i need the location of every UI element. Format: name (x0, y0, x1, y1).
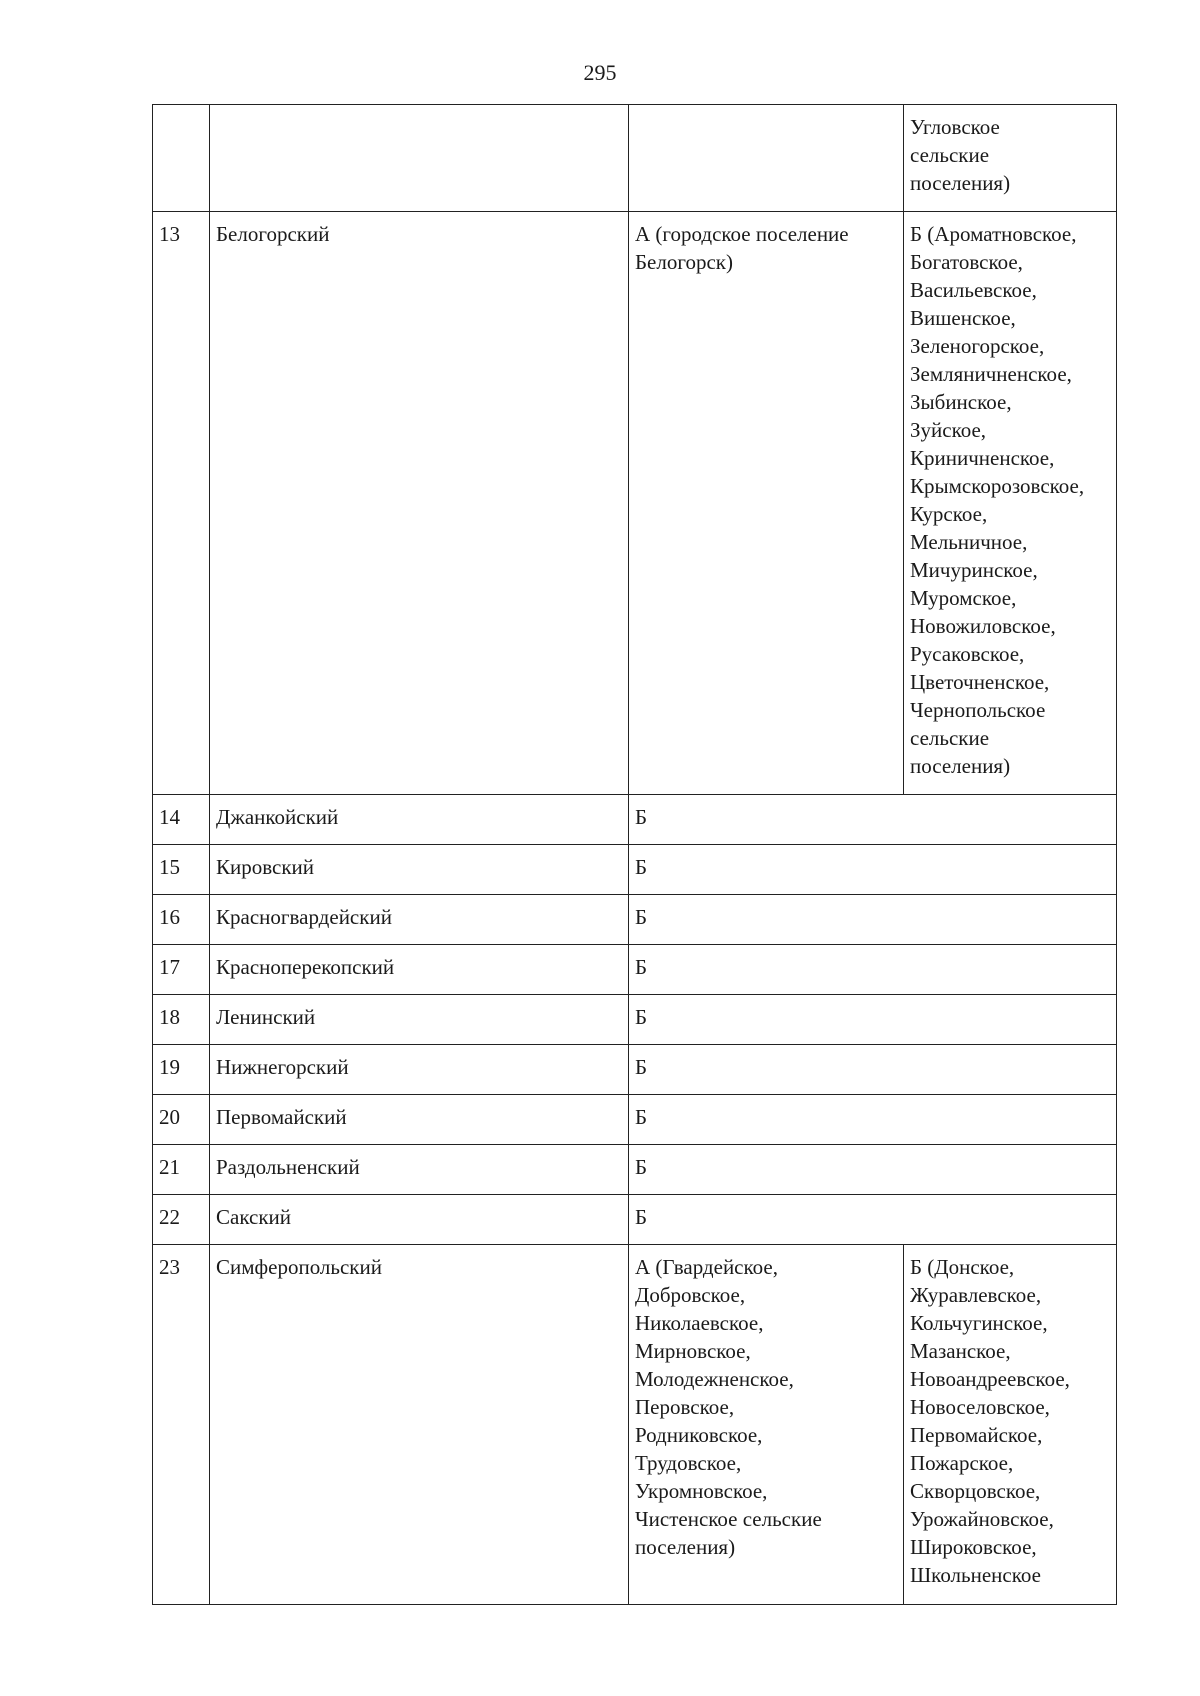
table-row (153, 945, 1117, 995)
cell-line: Скворцовское, (910, 1479, 1041, 1503)
district-name-cell: Джанкойский (210, 795, 629, 845)
cell-line: сельские (910, 726, 990, 750)
category-b-cell (904, 105, 1117, 212)
cell-line: Новоселовское, (910, 1395, 1050, 1419)
cell-line: Новожиловское, (910, 614, 1056, 638)
category-a-cell (629, 105, 904, 212)
cell-line: Зыбинское, (910, 390, 1012, 414)
category-b-lines (910, 1253, 1110, 1589)
table-row (153, 1045, 1117, 1095)
category-value-cell: Б (629, 1195, 1117, 1245)
district-name-cell: Нижнегорский (210, 1045, 629, 1095)
cell-line: Мельничное, (910, 530, 1028, 554)
cell-line: Вишенское, (910, 306, 1016, 330)
cell-line: Новоандреевское, (910, 1367, 1070, 1391)
cell-line: Укромновское, (635, 1479, 768, 1503)
category-value-cell: Б (629, 795, 1117, 845)
table-row (153, 1145, 1117, 1195)
row-number-cell: 15 (153, 845, 210, 895)
district-name-cell: Раздольненский (210, 1145, 629, 1195)
row-number-cell: 13 (153, 212, 210, 795)
table-row (153, 995, 1117, 1045)
category-value-cell: Б (629, 1145, 1117, 1195)
cell-line: поселения) (910, 754, 1011, 778)
table-row (153, 845, 1117, 895)
cell-line: Молодежненское, (635, 1367, 794, 1391)
district-name-cell: Симферопольский (210, 1245, 629, 1605)
cell-line: Богатовское, (910, 250, 1023, 274)
cell-line: А (Гвардейское, (635, 1255, 778, 1279)
cell-line: поселения) (910, 171, 1011, 195)
cell-line: Зеленогорское, (910, 334, 1045, 358)
row-number-cell: 16 (153, 895, 210, 945)
row-number-cell: 17 (153, 945, 210, 995)
cell-line: Цветочненское, (910, 670, 1050, 694)
row-number-cell (153, 105, 210, 212)
cell-line: сельские (910, 143, 990, 167)
row-number-cell: 23 (153, 1245, 210, 1605)
table-row-13 (153, 212, 1117, 795)
cell-line: А (городское поселение (635, 222, 849, 246)
cell-line: Белогорск) (635, 250, 733, 274)
cell-line: Пожарское, (910, 1451, 1014, 1475)
cell-line: Широковское, (910, 1535, 1037, 1559)
row-number-cell: 14 (153, 795, 210, 845)
district-name-cell: Первомайский (210, 1095, 629, 1145)
cell-line: Угловское (910, 115, 1000, 139)
district-name-cell: Красногвардейский (210, 895, 629, 945)
cell-line: Крымскорозовское, (910, 474, 1085, 498)
cell-line: Земляничненское, (910, 362, 1072, 386)
cell-line: Курское, (910, 502, 988, 526)
category-value-cell: Б (629, 995, 1117, 1045)
category-a-lines (635, 1253, 897, 1561)
category-a-cell (629, 1245, 904, 1605)
table-row-23 (153, 1245, 1117, 1605)
district-table (152, 104, 1117, 1605)
cell-line: Б (Ароматновское, (910, 222, 1077, 246)
cell-line: Перовское, (635, 1395, 735, 1419)
category-a-lines (635, 220, 897, 276)
row-number-cell: 21 (153, 1145, 210, 1195)
row-number-cell: 20 (153, 1095, 210, 1145)
table-row-continuation (153, 105, 1117, 212)
category-value-cell: Б (629, 845, 1117, 895)
page-number: 295 (583, 60, 617, 85)
table-row (153, 1095, 1117, 1145)
cell-line: Мирновское, (635, 1339, 751, 1363)
table-row (153, 1195, 1117, 1245)
cell-line: Школьненское (910, 1563, 1041, 1587)
cell-line: Первомайское, (910, 1423, 1043, 1447)
row-number-cell: 19 (153, 1045, 210, 1095)
category-value-cell: Б (629, 1045, 1117, 1095)
district-name-cell: Белогорский (210, 212, 629, 795)
category-b-cell (904, 1245, 1117, 1605)
district-name-cell: Сакский (210, 1195, 629, 1245)
cell-line: Добровское, (635, 1283, 746, 1307)
cell-line: Б (Донское, (910, 1255, 1015, 1279)
category-a-cell (629, 212, 904, 795)
cell-line: Мазанское, (910, 1339, 1011, 1363)
cell-line: Мичуринское, (910, 558, 1038, 582)
district-name-cell (210, 105, 629, 212)
table-row (153, 795, 1117, 845)
table-row (153, 895, 1117, 945)
category-value-cell: Б (629, 895, 1117, 945)
cell-line: Трудовское, (635, 1451, 742, 1475)
category-b-cell (904, 212, 1117, 795)
category-b-lines (910, 220, 1110, 780)
simple-rows (153, 795, 1117, 1245)
row-number-cell: 22 (153, 1195, 210, 1245)
cell-line: Журавлевское, (910, 1283, 1042, 1307)
category-b-lines (910, 113, 1110, 197)
cell-line: Урожайновское, (910, 1507, 1054, 1531)
cell-line: поселения) (635, 1535, 736, 1559)
cell-line: Кольчугинское, (910, 1311, 1048, 1335)
district-name-cell: Кировский (210, 845, 629, 895)
cell-line: Чистенское сельские (635, 1507, 822, 1531)
cell-line: Муромское, (910, 586, 1017, 610)
district-name-cell: Красноперекопский (210, 945, 629, 995)
category-value-cell: Б (629, 1095, 1117, 1145)
cell-line: Чернопольское (910, 698, 1046, 722)
cell-line: Русаковское, (910, 642, 1025, 666)
cell-line: Криничненское, (910, 446, 1055, 470)
cell-line: Васильевское, (910, 278, 1037, 302)
row-number-cell: 18 (153, 995, 210, 1045)
cell-line: Зуйское, (910, 418, 987, 442)
category-value-cell: Б (629, 945, 1117, 995)
cell-line: Родниковское, (635, 1423, 763, 1447)
cell-line: Николаевское, (635, 1311, 764, 1335)
district-name-cell: Ленинский (210, 995, 629, 1045)
